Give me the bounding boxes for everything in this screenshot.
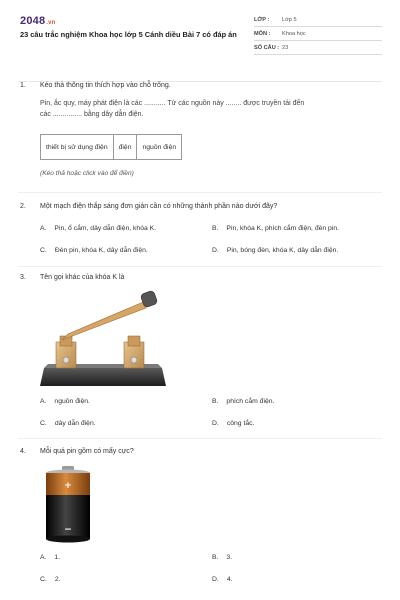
battery-plus-label: + [64, 481, 72, 491]
site-logo[interactable] [20, 15, 56, 27]
option-d[interactable] [212, 247, 338, 254]
header [18, 13, 382, 63]
question-number: 2. [20, 203, 26, 210]
section-divider [18, 192, 382, 193]
meta-key: SỐ CÂU : [254, 44, 280, 51]
question-4 [18, 448, 382, 588]
option-label: A. [40, 554, 47, 561]
knife-switch-image [38, 290, 168, 390]
option-c[interactable] [40, 420, 96, 427]
section-divider [18, 438, 382, 439]
option-label: B. [212, 554, 219, 561]
option-d[interactable] [212, 420, 254, 427]
word-option[interactable]: thiết bị sử dụng điện [41, 135, 114, 159]
option-text: 1. [54, 554, 61, 561]
logo-number: 2048 [20, 15, 46, 27]
option-text: công tắc. [226, 420, 255, 427]
option-label: C. [40, 576, 47, 583]
option-c[interactable] [40, 247, 148, 254]
option-text: Pin, bóng đèn, khóa K, dây dẫn điện. [226, 247, 339, 254]
option-a[interactable] [40, 554, 60, 561]
option-text: Pin, khóa K, phích cắm điện, đèn pin. [226, 225, 340, 232]
word-option[interactable]: điện [114, 135, 138, 159]
battery-minus-label: − [64, 525, 72, 535]
question-number: 1. [20, 82, 26, 89]
option-a[interactable] [40, 225, 156, 232]
meta-row-grade [254, 13, 382, 27]
option-text: Đèn pin, khóa K, dây dẫn điện. [54, 247, 148, 254]
meta-row-subject [254, 27, 382, 41]
option-b[interactable] [212, 225, 339, 232]
word-option[interactable]: nguồn điện [142, 143, 177, 151]
meta-info [254, 13, 382, 55]
option-text: 3. [226, 554, 233, 561]
battery-svg [38, 464, 98, 544]
question-2 [18, 203, 382, 263]
option-d[interactable] [212, 576, 232, 583]
option-text: 2. [54, 576, 61, 583]
battery-image [38, 464, 98, 544]
document-title: 23 câu trắc nghiệm Khoa học lớp 5 Cánh diều Bài 7 có đáp án [20, 30, 237, 39]
question-1 [18, 82, 382, 192]
option-text: dây dẫn điện. [54, 420, 96, 427]
fill-blank-line-2[interactable]: các ............... bằng dây dẫn điện. [40, 111, 144, 118]
option-label: D. [212, 247, 219, 254]
meta-row-count [254, 41, 382, 55]
option-b[interactable] [212, 554, 232, 561]
option-label: A. [40, 398, 47, 405]
question-3 [18, 274, 382, 434]
option-c[interactable] [40, 576, 60, 583]
option-b[interactable] [212, 398, 274, 405]
question-number: 3. [20, 274, 26, 281]
switch-blade [62, 300, 148, 340]
option-text: phích cắm điện. [226, 398, 275, 405]
option-text: 4. [226, 576, 233, 583]
option-label: C. [40, 420, 47, 427]
meta-key: MÔN : [254, 30, 271, 37]
option-text: Pin, ổ cắm, dây dẫn điện, khóa K. [54, 225, 157, 232]
fill-blank-line-1[interactable]: Pin, ắc quy, máy phát điện là các ........... Từ các nguồn này ........ được truyền tải đến [40, 100, 305, 107]
question-number: 4. [20, 448, 26, 455]
meta-value: Khoa học [282, 30, 306, 37]
section-divider [18, 266, 382, 267]
option-label: D. [212, 576, 219, 583]
question-text: Kéo thả thông tin thích hợp vào chỗ trống. [40, 82, 171, 89]
word-bank [40, 134, 182, 160]
option-label: C. [40, 247, 47, 254]
option-label: B. [212, 225, 219, 232]
drag-hint: (Kéo thả hoặc click vào để điền) [40, 170, 134, 177]
option-text: nguồn điện. [54, 398, 90, 405]
meta-value: Lớp 5 [282, 16, 297, 23]
knife-switch-svg [38, 290, 168, 390]
meta-key: LỚP : [254, 16, 270, 23]
question-text: Tên gọi khác của khóa K là [40, 274, 125, 281]
fill-blank-text [40, 98, 304, 120]
meta-value: 23 [282, 44, 289, 51]
option-label: B. [212, 398, 219, 405]
logo-domain: .vn [46, 20, 56, 26]
switch-base [40, 368, 166, 386]
option-label: A. [40, 225, 47, 232]
option-label: D. [212, 420, 219, 427]
question-text: Mỗi quả pin gồm có mấy cực? [40, 448, 134, 455]
question-text: Một mạch điện thắp sáng đơn giản cần có những thành phần nào dưới đây? [40, 203, 278, 210]
option-a[interactable] [40, 398, 90, 405]
